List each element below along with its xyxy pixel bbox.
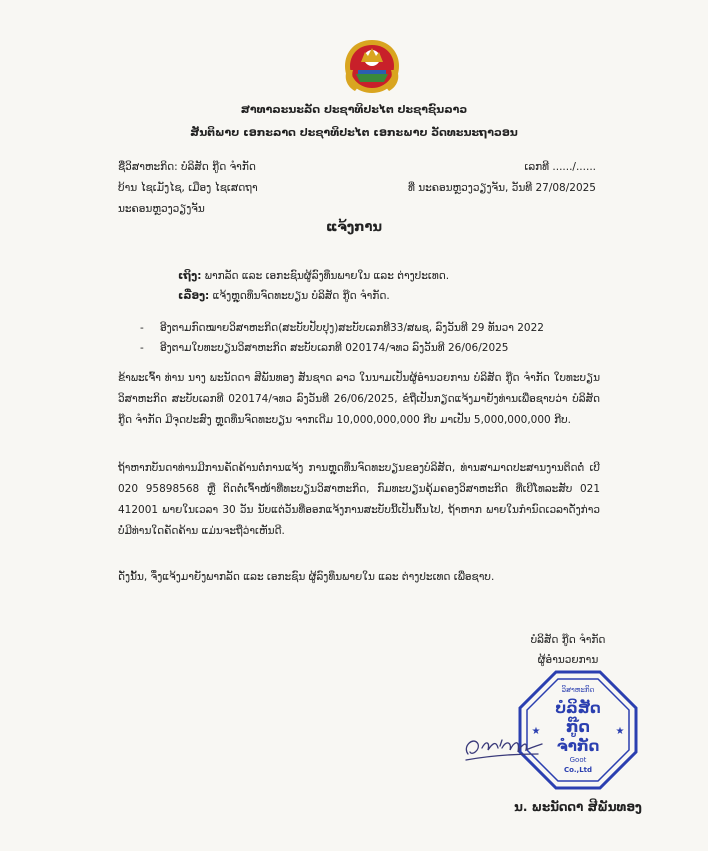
signing-company: ບໍລິສັດ ກູ໊ດ ຈຳກັດ	[530, 634, 606, 646]
subject-text: ແຈ້ງຫຼຸດທຶນຈົດທະບຽນ ບໍລິສັດ ກູ໊ດ ຈຳກັດ.	[212, 290, 390, 302]
stamp-star-icon: ★	[531, 726, 541, 737]
recipient-label: ເຖິງ:	[178, 270, 202, 282]
signing-role: ຜູ້ອຳນວຍການ	[537, 654, 599, 666]
document-reference	[396, 157, 596, 199]
bullet-dash: -	[140, 342, 144, 354]
sender-city: ນະຄອນຫຼວງວຽງຈັນ	[118, 203, 205, 215]
recipient-text: ພາກລັດ ແລະ ເອກະຊົນຜູ້ລົງທຶນພາຍໃນ ແລະ ຕ່າງປະເທດ.	[204, 270, 450, 282]
reference-text: ອີງຕາມກົດໝາຍວິສາຫະກິດ(ສະບັບປັບປຸງ)ສະບັບເລກທີ33/ສພຊ, ລົງວັນທີ 29 ທັນວາ 2022	[160, 322, 544, 334]
stamp-name-line1: ບໍລິສັດ	[555, 699, 601, 717]
signature-block	[508, 630, 628, 670]
bullet-dash: -	[140, 322, 144, 334]
recipient-subject-block	[178, 266, 449, 306]
reference-item	[140, 338, 544, 358]
recipient-line	[178, 266, 449, 286]
document-title: ແຈ້ງການ	[326, 220, 382, 235]
stamp-name-line3: ຈຳກັດ	[556, 737, 600, 755]
signer-name: ນ. ພະນັດດາ ສີພັນທອງ	[514, 800, 642, 814]
sender-address	[118, 157, 258, 220]
stamp-top-text: ວິສາຫະກິດ	[561, 686, 595, 694]
reference-number: ເລກທີ ....../......	[524, 161, 596, 173]
handwritten-signature	[458, 718, 548, 768]
reference-item	[140, 318, 544, 338]
body-paragraph-1: ຂ້າພະເຈົ້າ ທ່ານ ນາງ ພະນັດດາ ສີພັນທອງ ສັນຊາດ ລາວ ໃນນາມເປັນຜູ້ອຳນວຍການ ບໍລິສັດ ກູ໊ດ ຈຳກັດ ໃບທະບຽນວິສາຫະກິດ ສະບັບເລກທີ 020174/ຈທວ ລົງວັນທີ 26/06/2025, ຂໍຖືເປັນກຽດແຈ້ງມາຍັງທ່ານເພື່ອຊາບວ່າ ບໍລິສັດ ກູ໊ດ ຈຳກັດ ມີຈຸດປະສົງ ຫຼຸດທຶນຈົດທະບຽນ ຈາກເດີມ 10,000,000,000 ກີບ ມາເປັນ 5,000,000,000 ກີບ.	[118, 372, 600, 426]
stamp-english1: Goot	[569, 756, 587, 764]
legal-references	[140, 318, 544, 358]
subject-line	[178, 286, 449, 306]
place-and-date: ທີ່ ນະຄອນຫຼວງວຽງຈັນ, ວັນທີ 27/08/2025	[407, 182, 596, 194]
body-paragraph-2: ຖ້າຫາກບັນດາທ່ານມີການຄັດຄ້ານຕໍ່ການແຈ້ງ ການຫຼຸດທຶນຈົດທະບຽນຂອງບໍລິສັດ, ທ່ານສາມາດປະສານງານຕິດຕໍ່ ເບີ 020 95898568 ຫຼື ຕິດຕໍ່ເຈົ້າໜ້າທີ່ທະບຽນວິສາຫະກິດ, ກົມທະບຽນຄຸ້ມຄອງວິສາຫະກິດ ທີ່ເບີໂທລະສັບ 021 412001 ພາຍໃນເວລາ 30 ວັນ ນັບແຕ່ວັນທີ່ອອກແຈ້ງການສະບັບນີ້ເປັນຕົ້ນໄປ, ຖ້າຫາກ ພາຍໃນກຳນົດເວລາດັ່ງກ່າວ ບໍ່ມີທ່ານໃດຄັດຄ້ານ ແມ່ນຈະຖືວ່າເຫັນດີ.	[118, 462, 600, 537]
stamp-star-icon: ★	[615, 726, 625, 737]
body-paragraph-3: ດັ່ງນັ້ນ, ຈຶ່ງແຈ້ງມາຍັງພາກລັດ ແລະ ເອກະຊົນ ຜູ້ລົງທຶນພາຍໃນ ແລະ ຕ່າງປະເທດ ເພື່ອຊາບ.	[118, 571, 495, 583]
national-emblem-icon	[341, 36, 403, 96]
stamp-english2: Co.,Ltd	[563, 766, 593, 774]
stamp-name-line2: ກູ໊ດ	[566, 717, 590, 736]
reference-text: ອີງຕາມໃບທະບຽນວິສາຫະກິດ ສະບັບເລກທີ 020174/ຈທວ ລົງວັນທີ 26/06/2025	[160, 342, 509, 354]
sender-village-district: ບ້ານ ໄຊເມັງໄຊ, ເມືອງ ໄຊເສດຖາ	[118, 182, 258, 194]
country-name: ສາທາລະນະລັດ ປະຊາທິປະໄຕ ປະຊາຊົນລາວ	[240, 103, 468, 116]
national-motto: ສັນຕິພາບ ເອກະລາດ ປະຊາທິປະໄຕ ເອກະພາບ ວັດທະນະຖາວອນ	[190, 126, 518, 139]
subject-label: ເລື່ອງ:	[178, 290, 210, 302]
sender-company: ຊື່ວິສາຫະກິດ: ບໍລິສັດ ກູ໊ດ ຈຳກັດ	[118, 161, 256, 173]
